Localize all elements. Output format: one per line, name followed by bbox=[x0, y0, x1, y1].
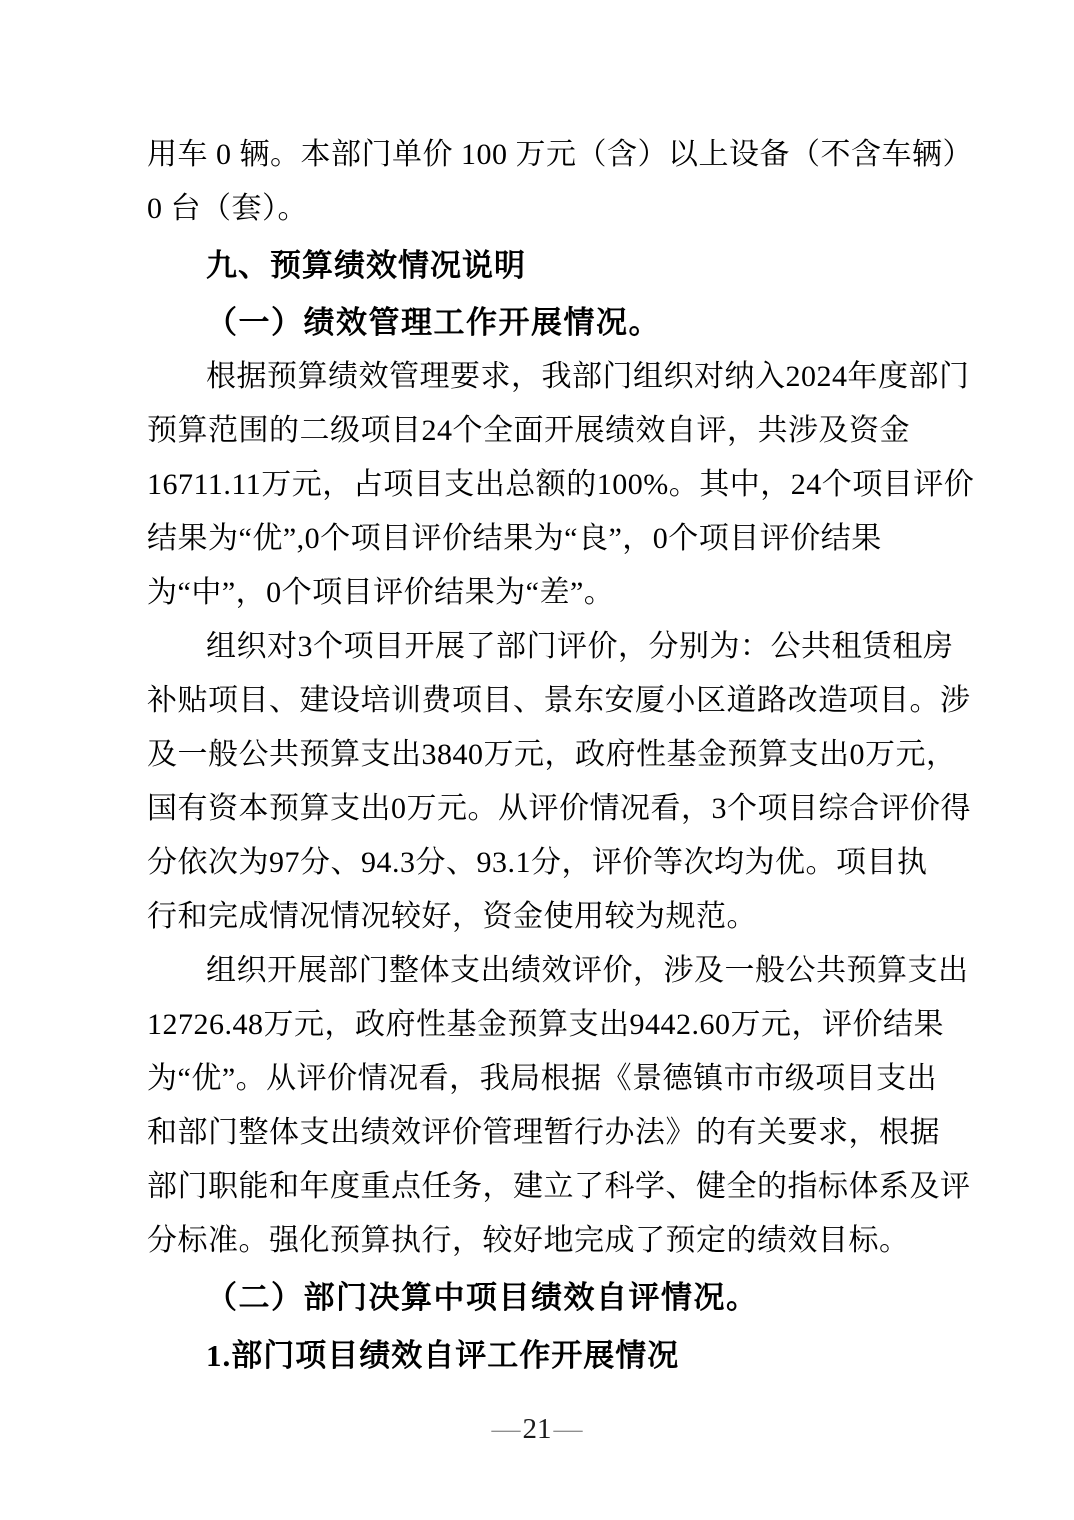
text-line: 和部门整体支出绩效评价管理暂行办法》的有关要求，根据 bbox=[147, 1116, 940, 1149]
document-body bbox=[147, 128, 975, 1383]
text-line: 为“中”，0个项目评价结果为“差”。 bbox=[147, 576, 615, 609]
heading-line: 九、预算绩效情况说明 bbox=[206, 248, 526, 283]
text-line: 16711.11万元，占项目支出总额的100%。其中，24个项目评价 bbox=[147, 468, 975, 501]
text-line: 分标准。强化预算执行，较好地完成了预定的绩效目标。 bbox=[147, 1224, 910, 1257]
page-number bbox=[0, 1408, 1074, 1450]
text-line: 及一般公共预算支出3840万元，政府性基金预算支出0万元， bbox=[147, 738, 957, 771]
page-number-dash-left: — bbox=[491, 1413, 521, 1445]
heading-line: 1.部门项目绩效自评工作开展情况 bbox=[206, 1338, 680, 1373]
text-line: 预算范围的二级项目24个全面开展绩效自评，共涉及资金 bbox=[147, 414, 910, 447]
text-line: 结果为“优”,0个项目评价结果为“良”，0个项目评价结果 bbox=[147, 522, 882, 555]
text-line: 部门职能和年度重点任务，建立了科学、健全的指标体系及评 bbox=[147, 1170, 971, 1203]
text-line: 国有资本预算支出0万元。从评价情况看，3个项目综合评价得 bbox=[147, 792, 971, 825]
heading-line: （二）部门决算中项目绩效自评情况。 bbox=[206, 1280, 759, 1315]
text-line: 组织对3个项目开展了部门评价，分别为：公共租赁租房 bbox=[206, 630, 954, 663]
text-line: 补贴项目、建设培训费项目、景东安厦小区道路改造项目。涉 bbox=[147, 684, 971, 717]
text-line: 为“优”。从评价情况看，我局根据《景德镇市市级项目支出 bbox=[147, 1062, 938, 1095]
text-line: 12726.48万元，政府性基金预算支出9442.60万元，评价结果 bbox=[147, 1008, 944, 1041]
text-line: 组织开展部门整体支出绩效评价，涉及一般公共预算支出 bbox=[206, 954, 969, 987]
text-line: 根据预算绩效管理要求，我部门组织对纳入2024年度部门 bbox=[206, 360, 970, 393]
text-line: 用车 0 辆。本部门单价 100 万元（含）以上设备（不含车辆） bbox=[147, 138, 973, 171]
text-line: 分依次为97分、94.3分、93.1分，评价等次均为优。项目执 bbox=[147, 846, 928, 879]
text-line: 0 台（套）。 bbox=[147, 192, 308, 225]
heading-line: （一）绩效管理工作开展情况。 bbox=[206, 305, 661, 340]
page-number-dash-right: — bbox=[553, 1413, 583, 1445]
page-number-value: 21 bbox=[522, 1413, 552, 1445]
text-line: 行和完成情况情况较好，资金使用较为规范。 bbox=[147, 900, 757, 933]
